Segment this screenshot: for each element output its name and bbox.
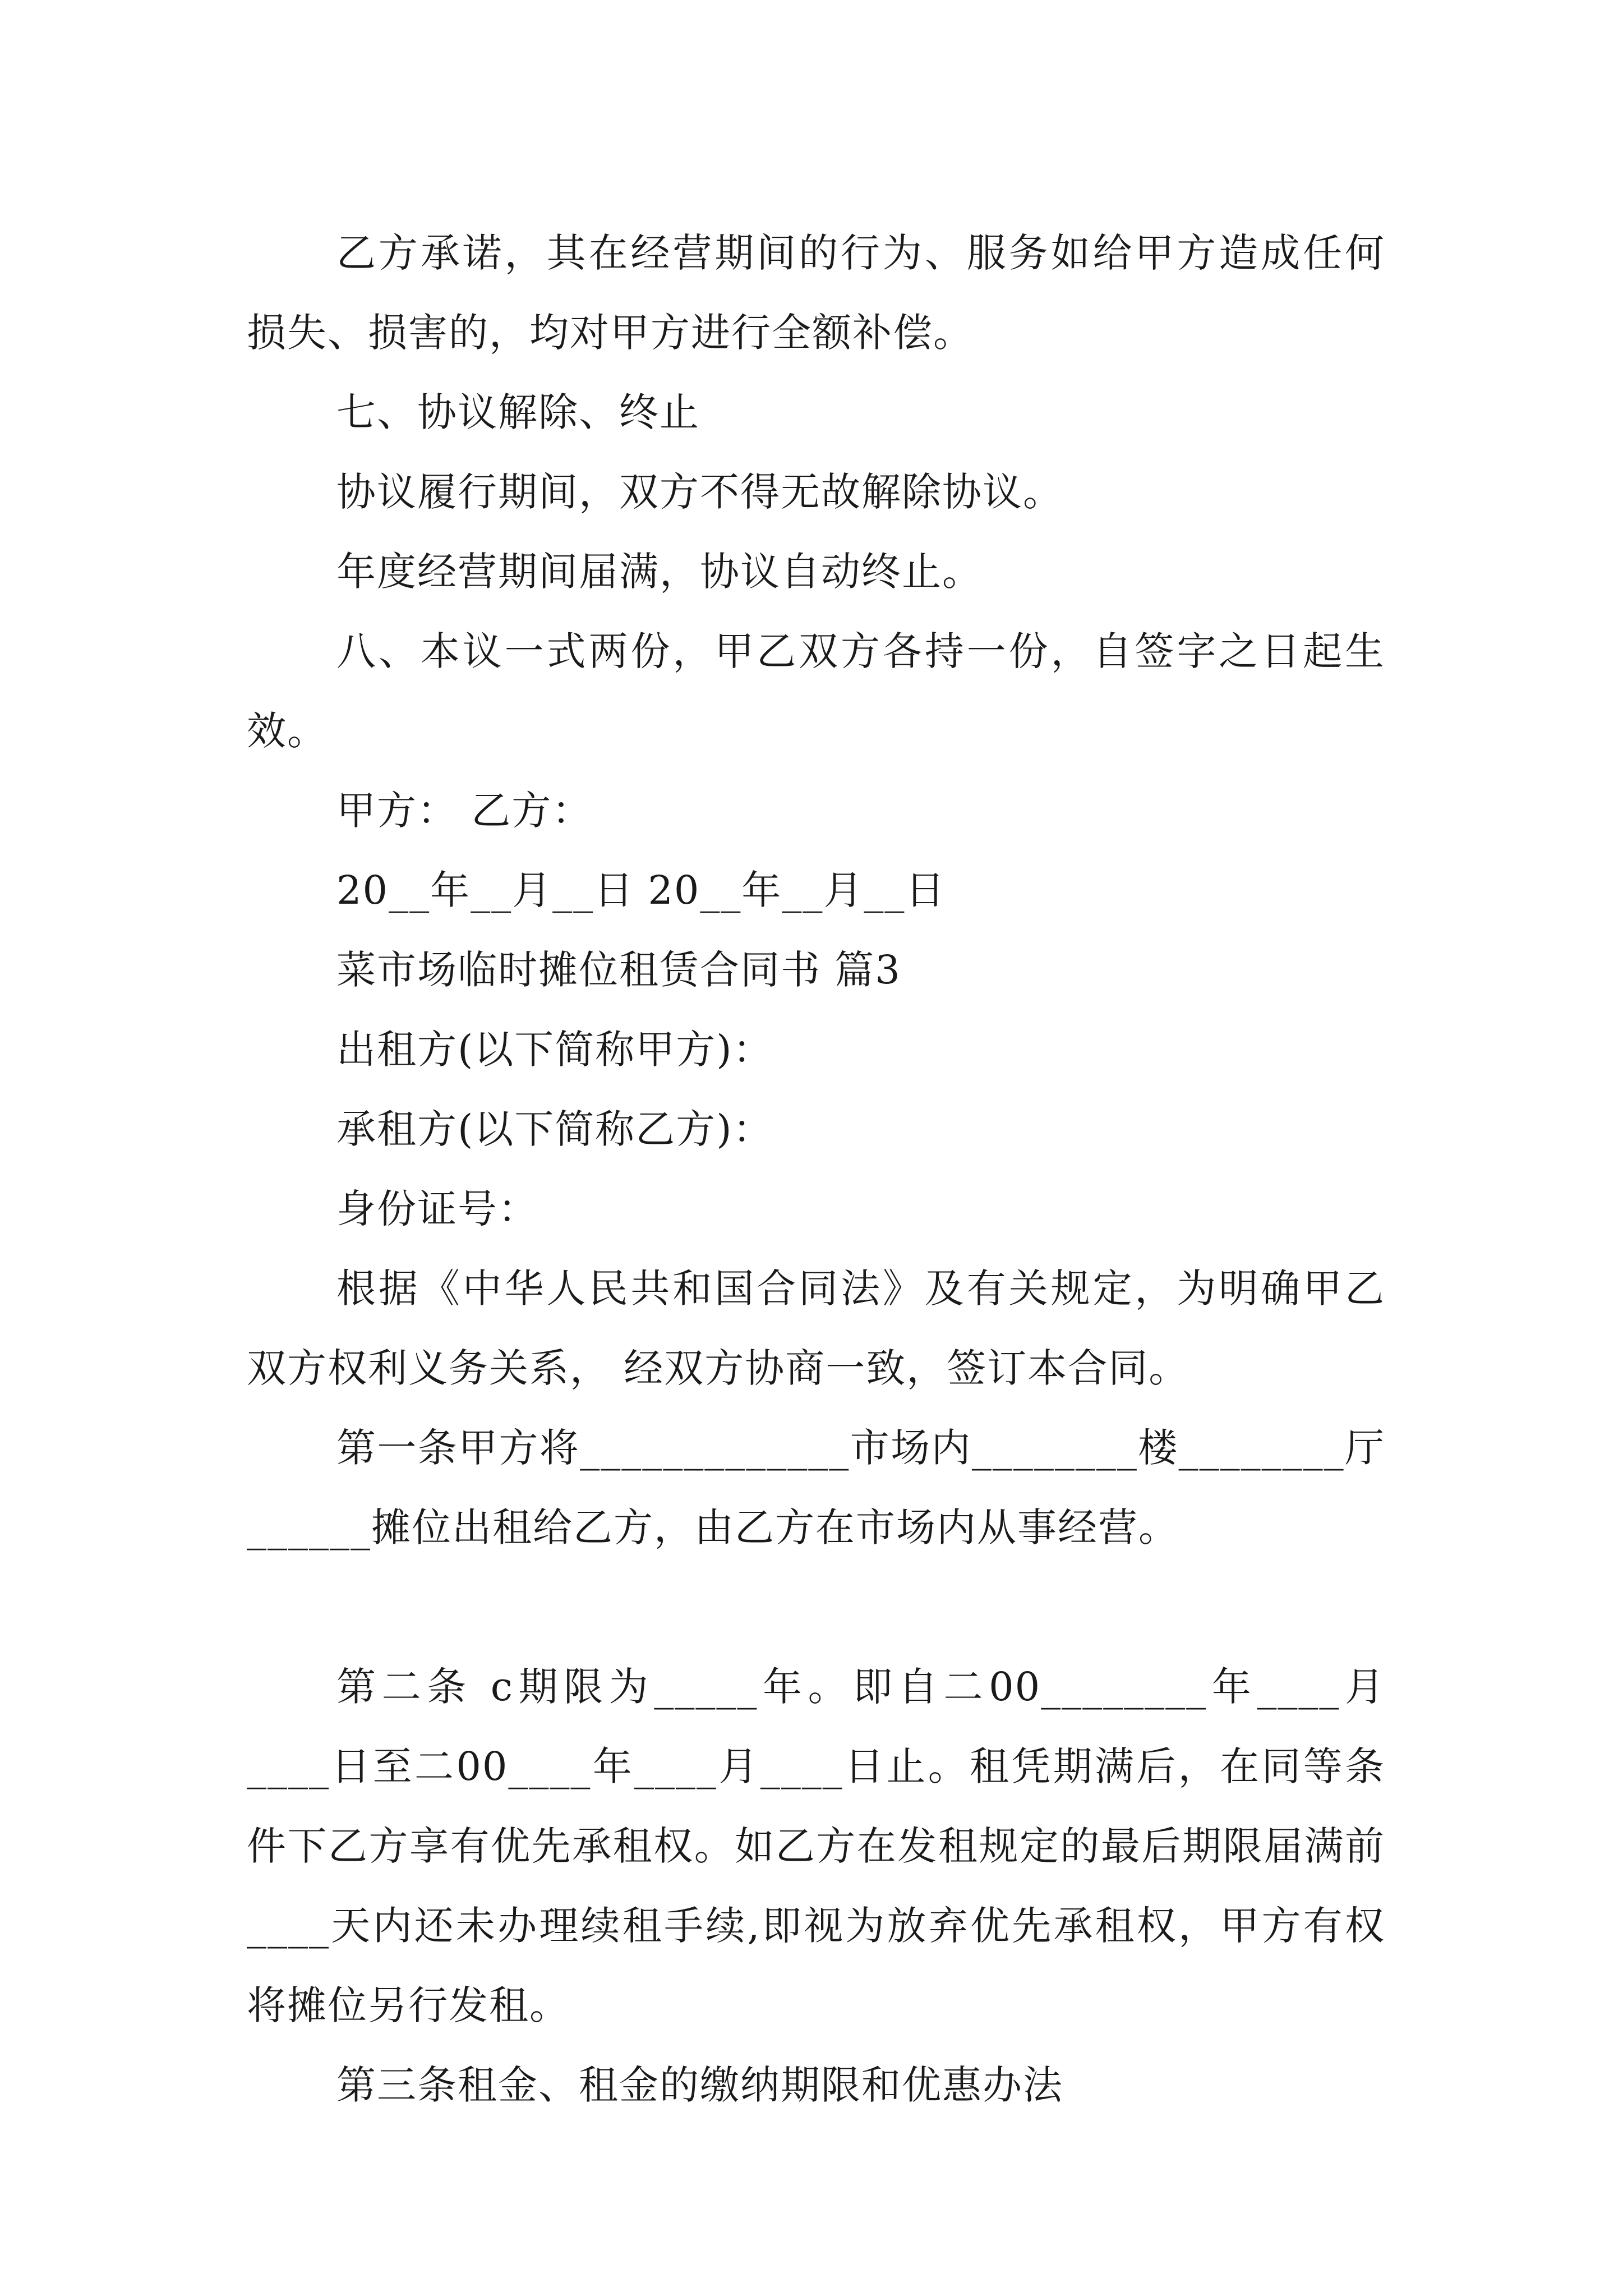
article-three: 第三条租金、租金的缴纳期限和优惠办法	[336, 2062, 1063, 2108]
paragraph-no-cancellation: 协议履行期间，双方不得无故解除协议。	[336, 469, 1063, 515]
lessor-label: 出租方(以下简称甲方)：	[336, 1027, 773, 1073]
paragraph-copies: 八、本议一式两份，甲乙双方各持一份，自签字之日起生效。	[247, 628, 1385, 754]
article-two: 第二条 c期限为_____年。即自二00________年____月____日至二00____年____月____日止。租凭期满后，在同等条件下乙方享有优先承租权。如乙方在发租规定的最后期限届满前____天内还未办理续租手续,即视为放弃优先承租权，甲方有权将摊位另行发租。	[247, 1664, 1385, 2028]
signature-dates: 20__年__月__日 20__年__月__日	[336, 867, 946, 913]
signature-parties: 甲方： 乙方：	[336, 788, 593, 834]
paragraph-auto-termination: 年度经营期间届满，协议自动终止。	[336, 549, 983, 595]
paragraph-legal-basis: 根据《中华人民共和国合同法》及有关规定，为明确甲乙双方权利义务关系， 经双方协商一致，签订本合同。	[247, 1266, 1385, 1391]
lessee-label: 承租方(以下简称乙方)：	[336, 1106, 773, 1152]
id-number-label: 身份证号：	[336, 1186, 538, 1232]
article-one: 第一条甲方将_____________市场内________楼________厅______摊位出租给乙方，由乙方在市场内从事经营。	[247, 1425, 1385, 1550]
section-title: 菜市场临时摊位租赁合同书 篇3	[336, 947, 901, 993]
paragraph-compensation: 乙方承诺，其在经营期间的行为、服务如给甲方造成任何损失、损害的，均对甲方进行全额补偿。	[247, 230, 1385, 356]
heading-termination: 七、协议解除、终止	[336, 389, 700, 435]
